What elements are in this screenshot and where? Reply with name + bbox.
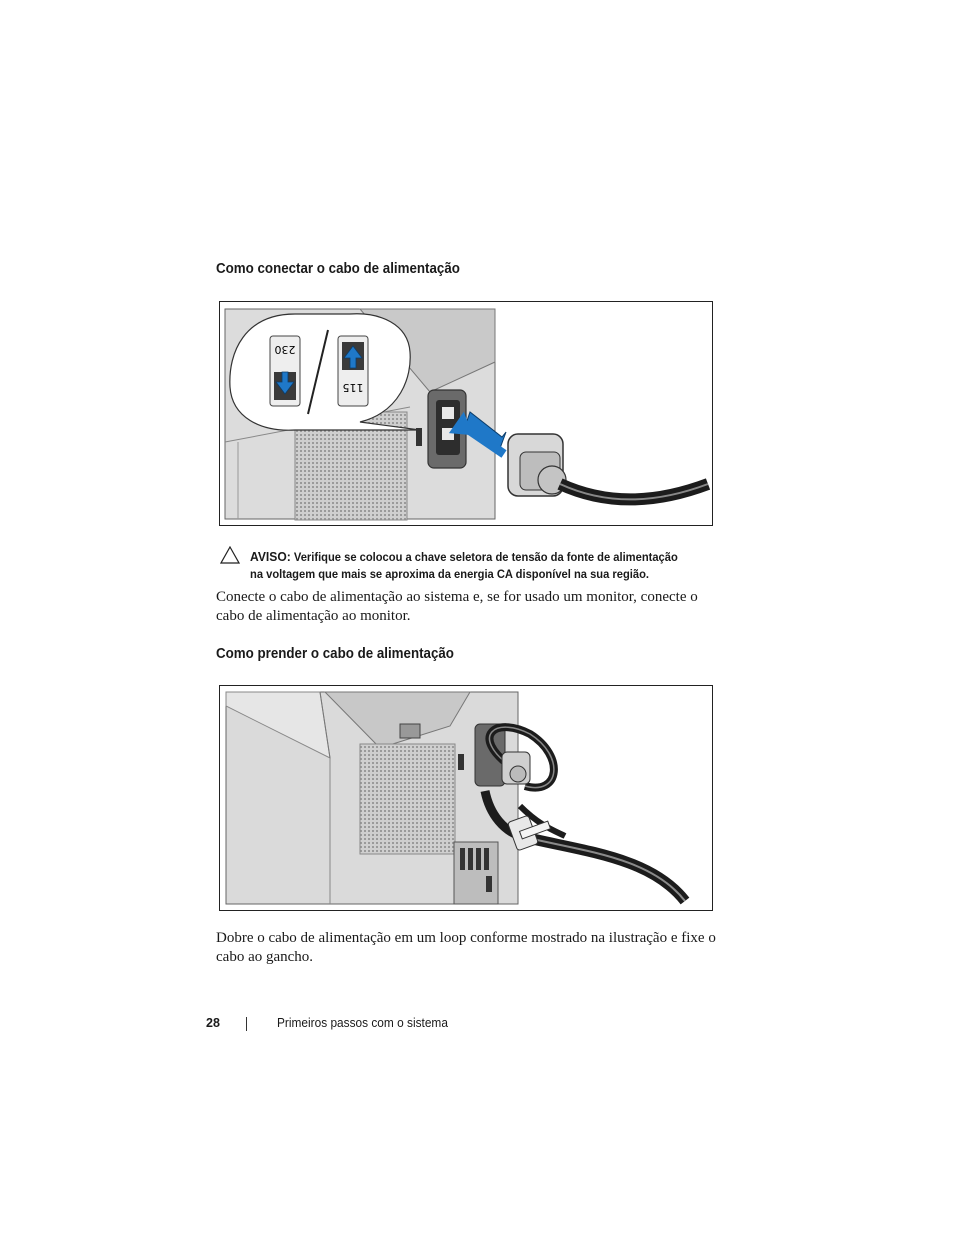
paragraph-secure-instructions: Dobre o cabo de alimentação em um loop conforme mostrado na ilustração e fixe o cabo ao gancho. — [216, 930, 716, 965]
voltage-label-230: 230 — [274, 343, 296, 356]
footer-separator — [246, 1017, 247, 1031]
page-number: 28 — [206, 1016, 220, 1030]
warning-label: AVISO: — [250, 549, 291, 564]
paragraph-connect-instructions: Conecte o cabo de alimentação ao sistema e, se for usado um monitor, conecte o cabo de alimentação ao monitor. — [216, 589, 698, 624]
voltage-switch-115 — [338, 336, 368, 406]
section-heading-secure-power-cable: Como prender o cabo de alimentação — [216, 646, 454, 662]
section-heading-connect-power-cable: Como conectar o cabo de alimentação — [216, 261, 460, 277]
illustration-cable-loop — [220, 686, 714, 912]
figure-secure-power-cable — [219, 685, 713, 911]
warning-note — [250, 548, 687, 583]
voltage-switch-230 — [270, 336, 300, 406]
warning-text: Verifique se colocou a chave seletora de tensão da fonte de alimentação na voltagem que mais se aproxima da energia CA disponível na sua região. — [250, 550, 678, 581]
illustration-power-connection — [220, 302, 714, 527]
voltage-label-115: 115 — [342, 381, 364, 394]
caution-triangle-icon — [220, 546, 240, 564]
footer-title: Primeiros passos com o sistema — [277, 1016, 448, 1030]
figure-connect-power-cable — [219, 301, 713, 526]
